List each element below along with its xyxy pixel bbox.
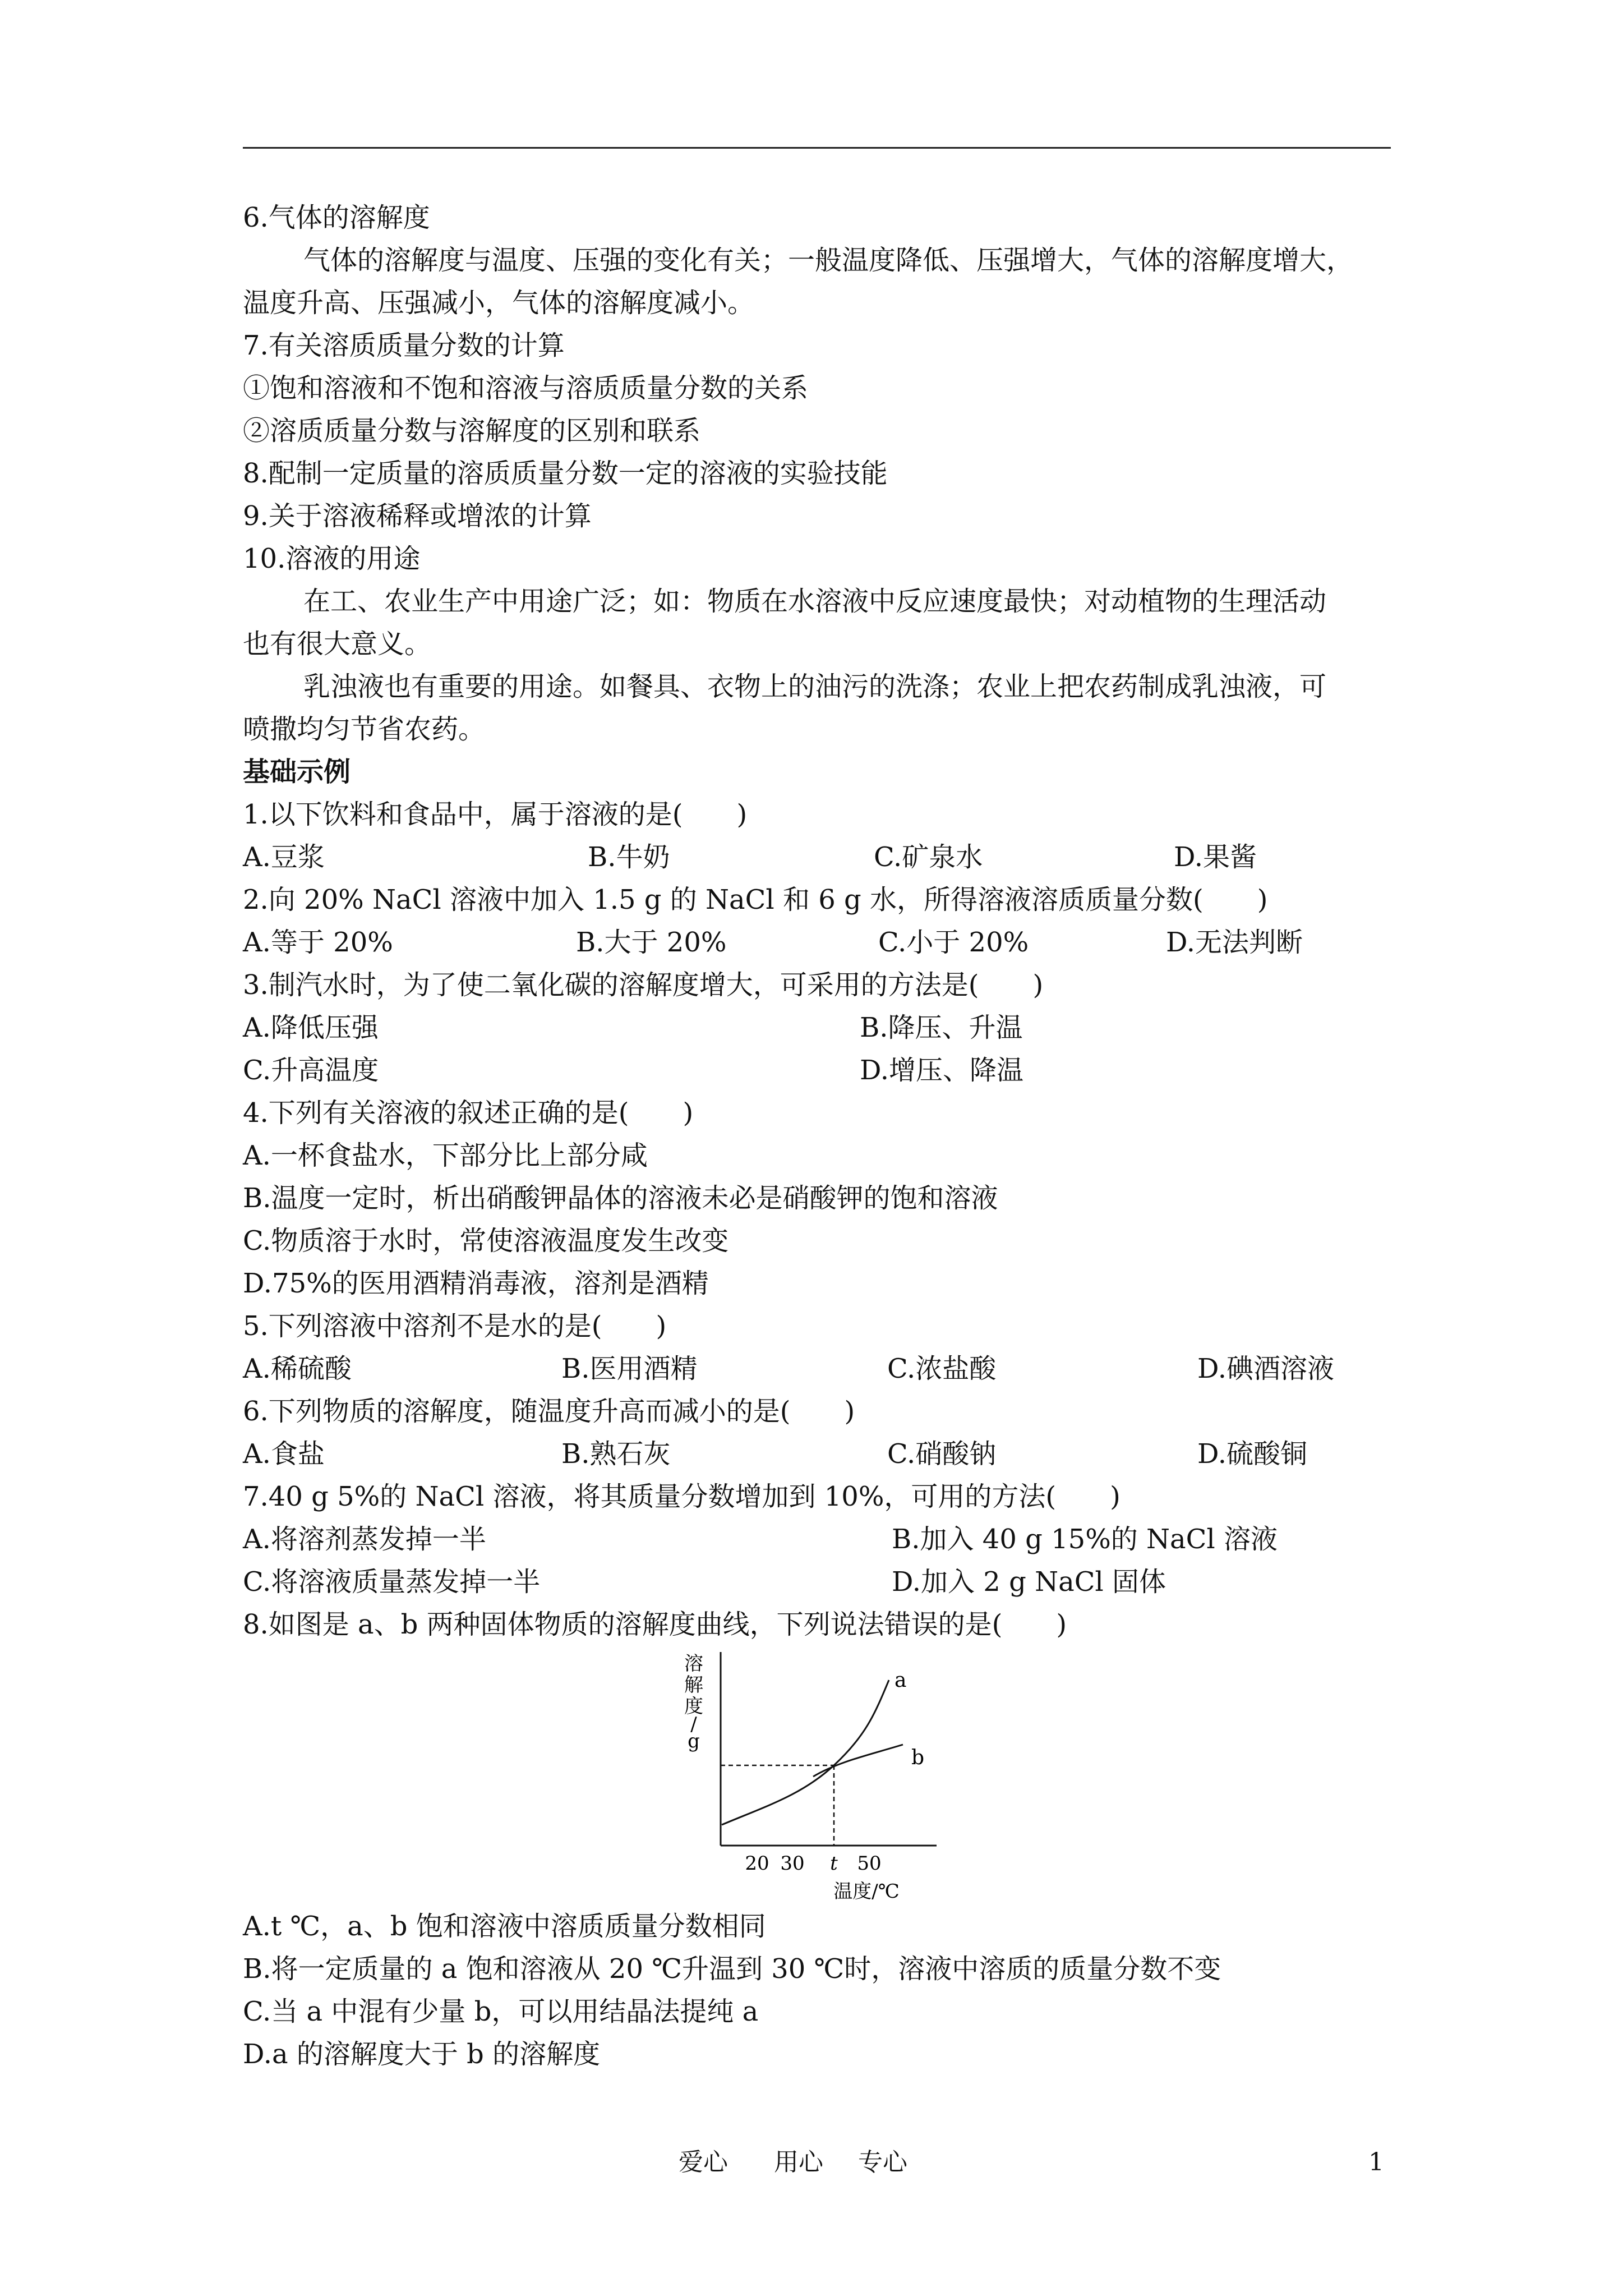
- footer-text-2: 用心: [774, 2148, 823, 2177]
- question-4-option-d: D.75%的医用酒精消毒液，溶剂是酒精: [243, 1268, 709, 1299]
- question-2-stem: 2.向 20% NaCl 溶液中加入 1.5 g 的 NaCl 和 6 g 水，所得溶液溶质质量分数( ): [243, 884, 1268, 915]
- question-4-stem: 4.下列有关溶液的叙述正确的是( ): [243, 1097, 694, 1129]
- question-7-option-b: B.加入 40 g 15%的 NaCl 溶液: [892, 1524, 1278, 1555]
- question-6-option-a: A.食盐: [243, 1438, 325, 1470]
- section-8-title: 8.配制一定质量的溶质质量分数一定的溶液的实验技能: [243, 458, 888, 489]
- question-1-option-a: A.豆浆: [243, 841, 325, 873]
- x-tick-30: 30: [780, 1852, 805, 1875]
- section-7-title: 7.有关溶质质量分数的计算: [243, 330, 565, 361]
- question-4-option-b: B.温度一定时，析出硝酸钾晶体的溶液未必是硝酸钾的饱和溶液: [243, 1182, 998, 1214]
- x-tick-t: t: [830, 1852, 838, 1875]
- question-2-option-a: A.等于 20%: [243, 927, 393, 958]
- question-3-option-d: D.增压、降温: [860, 1055, 1024, 1086]
- question-8-option-d: D.a 的溶解度大于 b 的溶解度: [243, 2039, 601, 2070]
- question-3-option-b: B.降压、升温: [860, 1012, 1023, 1043]
- question-8-option-a: A.t ℃，a、b 饱和溶液中溶质质量分数相同: [243, 1911, 766, 1942]
- curve-a-label: a: [895, 1669, 907, 1692]
- section-10-title: 10.溶液的用途: [243, 543, 421, 574]
- question-4-option-c: C.物质溶于水时，常使溶液温度发生改变: [243, 1225, 729, 1257]
- question-8-option-b: B.将一定质量的 a 饱和溶液从 20 ℃升温到 30 ℃时，溶液中溶质的质量分数不变: [243, 1953, 1221, 1985]
- section-10-paragraph-2: 乳浊液也有重要的用途。如餐具、衣物上的油污的洗涤；农业上把农药制成乳浊液，可: [303, 671, 1327, 702]
- question-3-stem: 3.制汽水时，为了使二氧化碳的溶解度增大，可采用的方法是( ): [243, 969, 1044, 1001]
- footer-text-1: 爱心: [679, 2148, 728, 2177]
- question-1-option-d: D.果酱: [1174, 841, 1257, 873]
- question-1-option-c: C.矿泉水: [874, 841, 983, 873]
- y-label-char-2: 解: [684, 1674, 703, 1696]
- question-4-option-a: A.一杯食盐水，下部分比上部分咸: [243, 1140, 648, 1171]
- x-axis-label: 温度/℃: [833, 1880, 900, 1903]
- question-6-option-b: B.熟石灰: [561, 1438, 671, 1470]
- x-tick-20: 20: [745, 1852, 769, 1875]
- question-6-option-d: D.硫酸铜: [1197, 1438, 1308, 1470]
- question-3-option-c: C.升高温度: [243, 1055, 379, 1086]
- section-10-paragraph-1-cont: 也有很大意义。: [243, 628, 432, 660]
- section-7-item-1: ①饱和溶液和不饱和溶液与溶质质量分数的关系: [243, 372, 809, 404]
- question-2-option-b: B.大于 20%: [576, 927, 727, 958]
- y-label-char-3: 度: [684, 1695, 703, 1718]
- section-6-title: 6.气体的溶解度: [243, 202, 430, 233]
- examples-heading: 基础示例: [243, 756, 351, 788]
- question-6-stem: 6.下列物质的溶解度，随温度升高而减小的是( ): [243, 1396, 855, 1427]
- y-label-char-4: /: [690, 1713, 697, 1736]
- question-7-option-c: C.将溶液质量蒸发掉一半: [243, 1566, 541, 1598]
- question-7-option-d: D.加入 2 g NaCl 固体: [892, 1566, 1166, 1598]
- curve-b-label: b: [911, 1746, 925, 1769]
- section-10-paragraph-2-cont: 喷撒均匀节省农药。: [243, 714, 486, 745]
- section-7-item-2: ②溶质质量分数与溶解度的区别和联系: [243, 415, 701, 447]
- question-1-option-b: B.牛奶: [588, 841, 670, 873]
- question-1-stem: 1.以下饮料和食品中，属于溶液的是( ): [243, 799, 748, 830]
- x-tick-50: 50: [857, 1852, 882, 1875]
- y-label-char-5: g: [688, 1730, 700, 1752]
- curve-a: [722, 1680, 889, 1825]
- question-8-stem: 8.如图是 a、b 两种固体物质的溶解度曲线，下列说法错误的是( ): [243, 1609, 1067, 1640]
- header-rule: [243, 147, 1391, 149]
- section-10-paragraph-1: 在工、农业生产中用途广泛；如：物质在水溶液中反应速度最快；对动植物的生理活动: [303, 586, 1327, 617]
- question-5-stem: 5.下列溶液中溶剂不是水的是( ): [243, 1310, 667, 1342]
- question-7-option-a: A.将溶剂蒸发掉一半: [243, 1524, 486, 1555]
- question-2-option-c: C.小于 20%: [878, 927, 1029, 958]
- question-2-option-d: D.无法判断: [1166, 927, 1303, 958]
- question-5-option-c: C.浓盐酸: [887, 1353, 997, 1384]
- question-7-stem: 7.40 g 5%的 NaCl 溶液，将其质量分数增加到 10%，可用的方法( ): [243, 1481, 1121, 1512]
- y-label-char-1: 溶: [684, 1653, 703, 1675]
- question-5-option-a: A.稀硫酸: [243, 1353, 352, 1384]
- page-number: 1: [1368, 2148, 1384, 2177]
- footer-text-3: 专心: [858, 2148, 907, 2177]
- question-3-option-a: A.降低压强: [243, 1012, 379, 1043]
- question-8-option-c: C.当 a 中混有少量 b，可以用结晶法提纯 a: [243, 1996, 759, 2027]
- question-5-option-b: B.医用酒精: [561, 1353, 698, 1384]
- question-6-option-c: C.硝酸钠: [887, 1438, 997, 1470]
- section-6-paragraph-cont: 温度升高、压强减小，气体的溶解度减小。: [243, 287, 755, 319]
- section-9-title: 9.关于溶液稀释或增浓的计算: [243, 500, 592, 532]
- solubility-chart: [681, 1646, 973, 1904]
- question-5-option-d: D.碘酒溶液: [1197, 1353, 1335, 1384]
- section-6-paragraph: 气体的溶解度与温度、压强的变化有关；一般温度降低、压强增大，气体的溶解度增大，: [303, 245, 1354, 276]
